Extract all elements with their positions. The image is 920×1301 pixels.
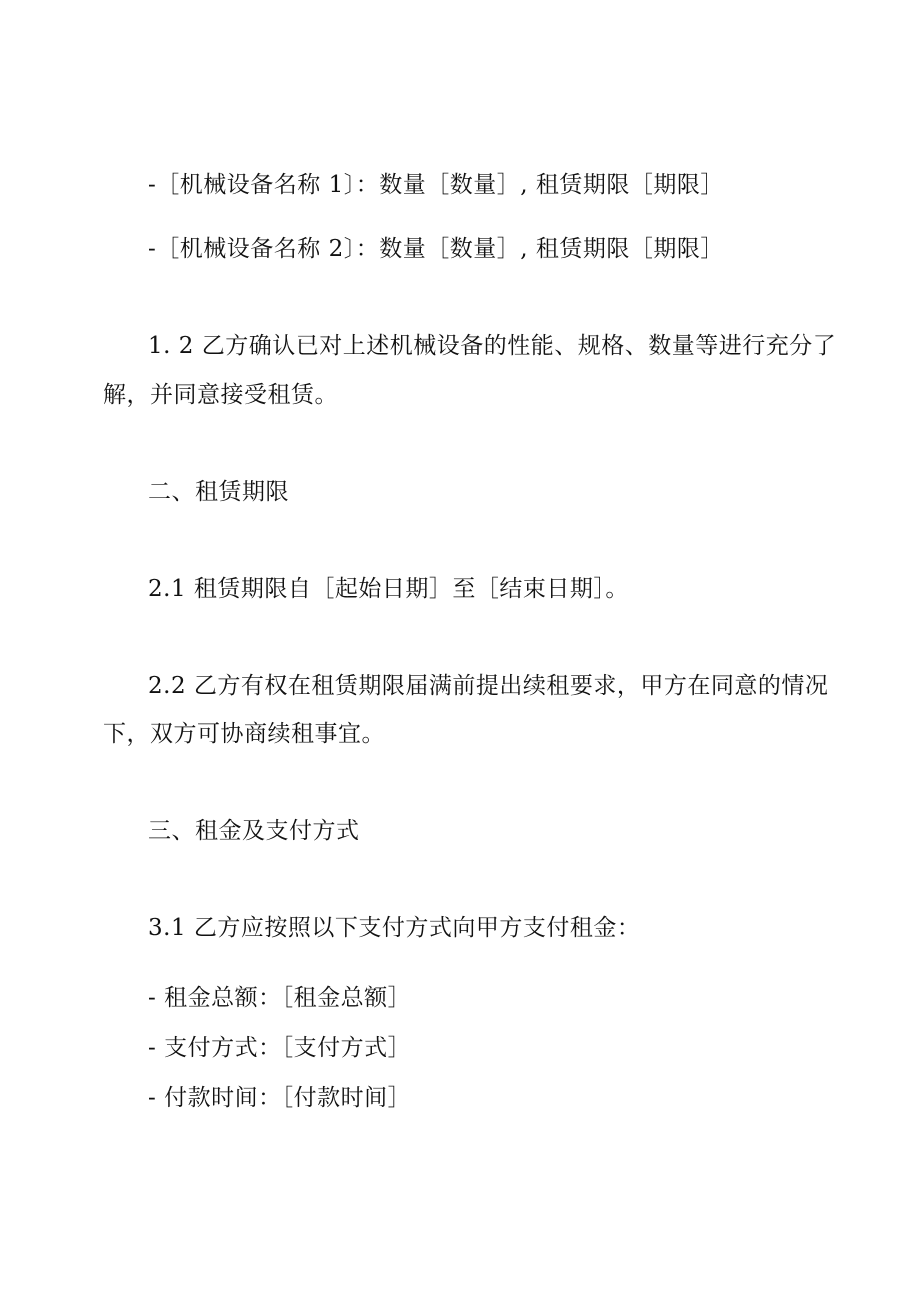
payment-item-method: - 支付方式：［支付方式］	[148, 1035, 412, 1061]
clause-3-1: 3.1 乙方应按照以下支付方式向甲方支付租金：	[148, 915, 641, 941]
equipment-item-1: -［机械设备名称 1〕：数量［数量］, 租赁期限［期限］	[148, 172, 724, 198]
payment-item-total: - 租金总额：［租金总额］	[148, 985, 412, 1011]
clause-2-2-line-2: 下，双方可协商续租事宜。	[103, 721, 385, 747]
clause-1-2-line-2: 解，并同意接受租赁。	[103, 382, 338, 408]
section-2-heading: 二、租赁期限	[148, 479, 289, 505]
equipment-item-2: -［机械设备名称 2〕：数量［数量］, 租赁期限［期限］	[148, 236, 724, 262]
clause-2-2-line-1: 2.2 乙方有权在租赁期限届满前提出续租要求，甲方在同意的情况	[148, 673, 829, 699]
clause-1-2-line-1: 1. 2 乙方确认已对上述机械设备的性能、规格、数量等进行充分了	[148, 333, 837, 359]
payment-item-time: - 付款时间：［付款时间］	[148, 1085, 412, 1111]
section-3-heading: 三、租金及支付方式	[148, 818, 360, 844]
clause-2-1: 2.1 租赁期限自［起始日期］至［结束日期］。	[148, 576, 629, 602]
